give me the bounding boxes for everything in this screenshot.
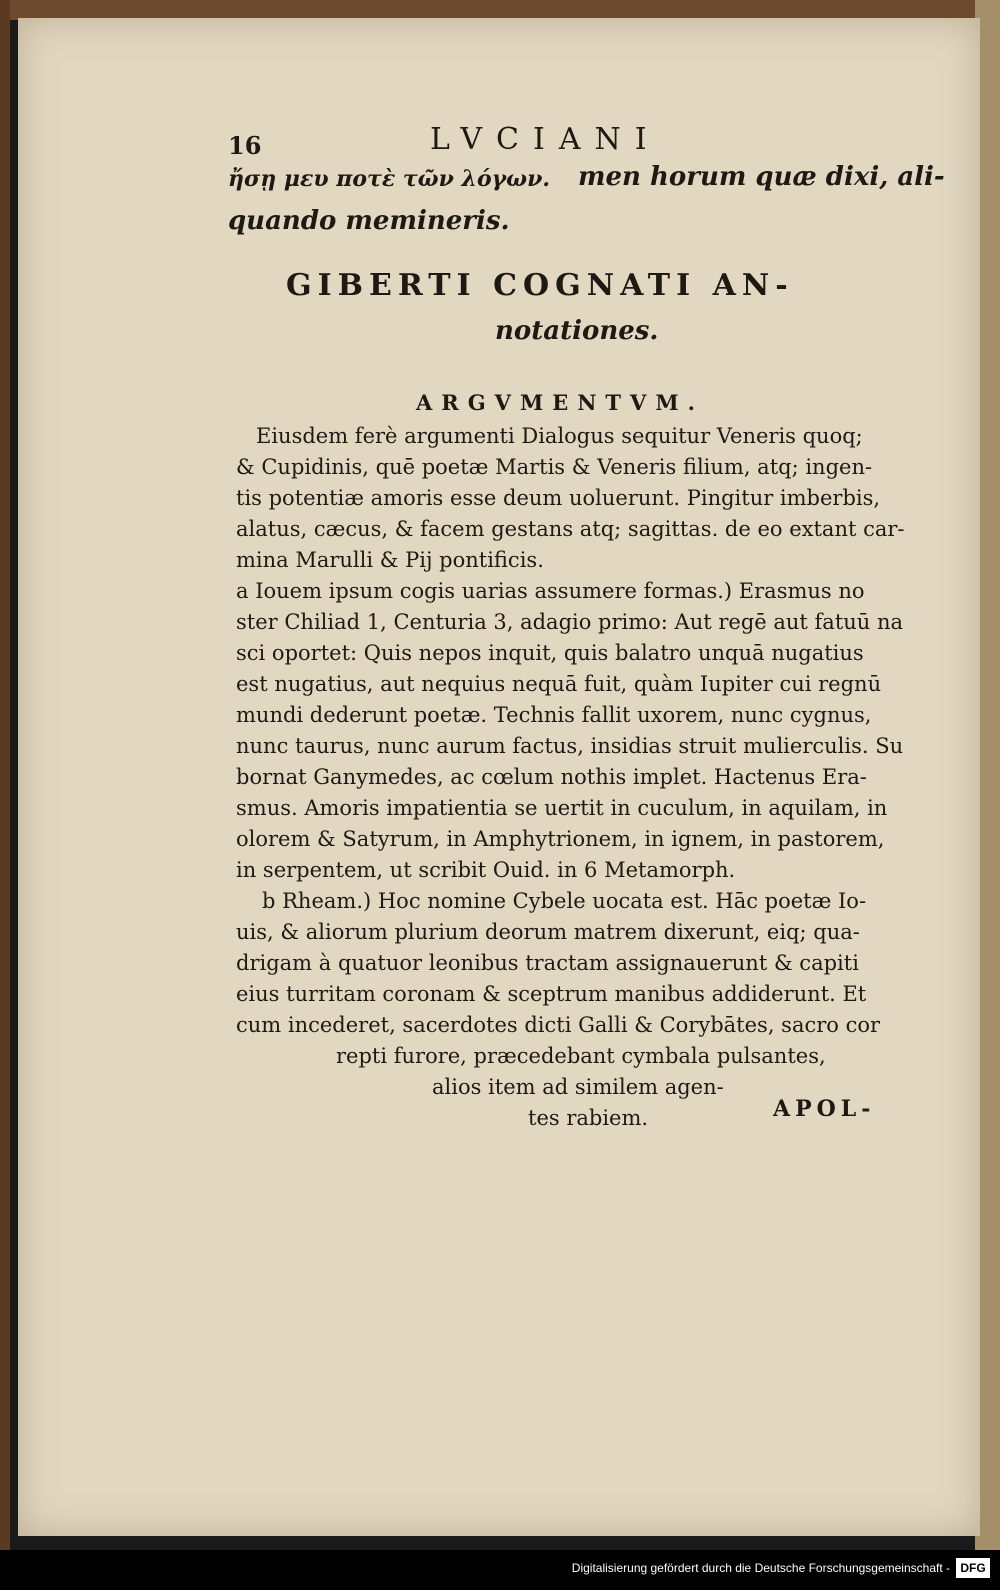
body-line: uis, & aliorum plurium deorum matrem dixerunt, eiq; qua- [236,920,860,944]
body-line: nunc taurus, nunc aurum factus, insidias struit mulierculis. Su [236,734,904,758]
latin-line-2: quando memineris. [228,206,510,236]
body-line: smus. Amoris impatientia se uertit in cuculum, in aquilam, in [236,796,888,820]
body-line: ster Chiliad 1, Centuria 3, adagio primo: Aut regē aut fatuū na [236,610,904,634]
dfg-logo: DFG [956,1558,990,1578]
body-line: alatus, cæcus, & facem gestans atq; sagittas. de eo extant car- [236,517,905,541]
page-number: 16 [228,131,262,160]
body-line: drigam à quatuor leonibus tractam assignauerunt & capiti [236,951,859,975]
body-line: sci oportet: Quis nepos inquit, quis balatro unquā nugatius [236,641,864,665]
body-line: est nugatius, aut nequius nequā fuit, quàm Iupiter cui regnū [236,672,882,696]
footer-bar [0,1550,1000,1590]
body-line: olorem & Satyrum, in Amphytrionem, in ignem, in pastorem, [236,827,885,851]
title-line-2: notationes. [495,316,659,346]
body-line: mina Marulli & Pij pontificis. [236,548,544,572]
body-line: mundi dederunt poetæ. Technis fallit uxorem, nunc cygnus, [236,703,872,727]
title-line-1: GIBERTI COGNATI AN- [286,268,794,303]
body-line: tes rabiem. [528,1106,649,1130]
body-line: a Iouem ipsum cogis uarias assumere formas.) Erasmus no [236,579,865,603]
book-page [18,18,980,1536]
body-line: tis potentiæ amoris esse deum uoluerunt. Pingitur imberbis, [236,486,881,510]
body-line: bornat Ganymedes, ac cœlum nothis implet. Hactenus Era- [236,765,867,789]
book-spine [0,0,10,1550]
body-line: in serpentem, ut scribit Ouid. in 6 Metamorph. [236,858,736,882]
running-head: LVCIANI [430,122,661,157]
latin-line-1: men horum quæ dixi, ali- [578,162,945,192]
body-line: alios item ad similem agen- [432,1075,724,1099]
body-line: eius turritam coronam & sceptrum manibus addiderunt. Et [236,982,867,1006]
body-line: cum incederet, sacerdotes dicti Galli & Corybātes, sacro cor [236,1013,881,1037]
footer-credit: Digitalisierung gefördert durch die Deutsche Forschungsgemeinschaft - [571,1561,950,1575]
greek-line: ἤσῃ μευ ποτὲ τῶν λόγων. [228,166,551,192]
catchword: APOL- [773,1096,876,1122]
body-line: & Cupidinis, quē poetæ Martis & Veneris filium, atq; ingen- [236,455,873,479]
section-heading: ARGVMENTVM. [416,390,704,415]
body-line: b Rheam.) Hoc nomine Cybele uocata est. Hāc poetæ Io- [262,889,867,913]
body-line: repti furore, præcedebant cymbala pulsantes, [336,1044,826,1068]
book-board [10,0,1000,20]
body-line: Eiusdem ferè argumenti Dialogus sequitur Veneris quoq; [256,424,863,448]
